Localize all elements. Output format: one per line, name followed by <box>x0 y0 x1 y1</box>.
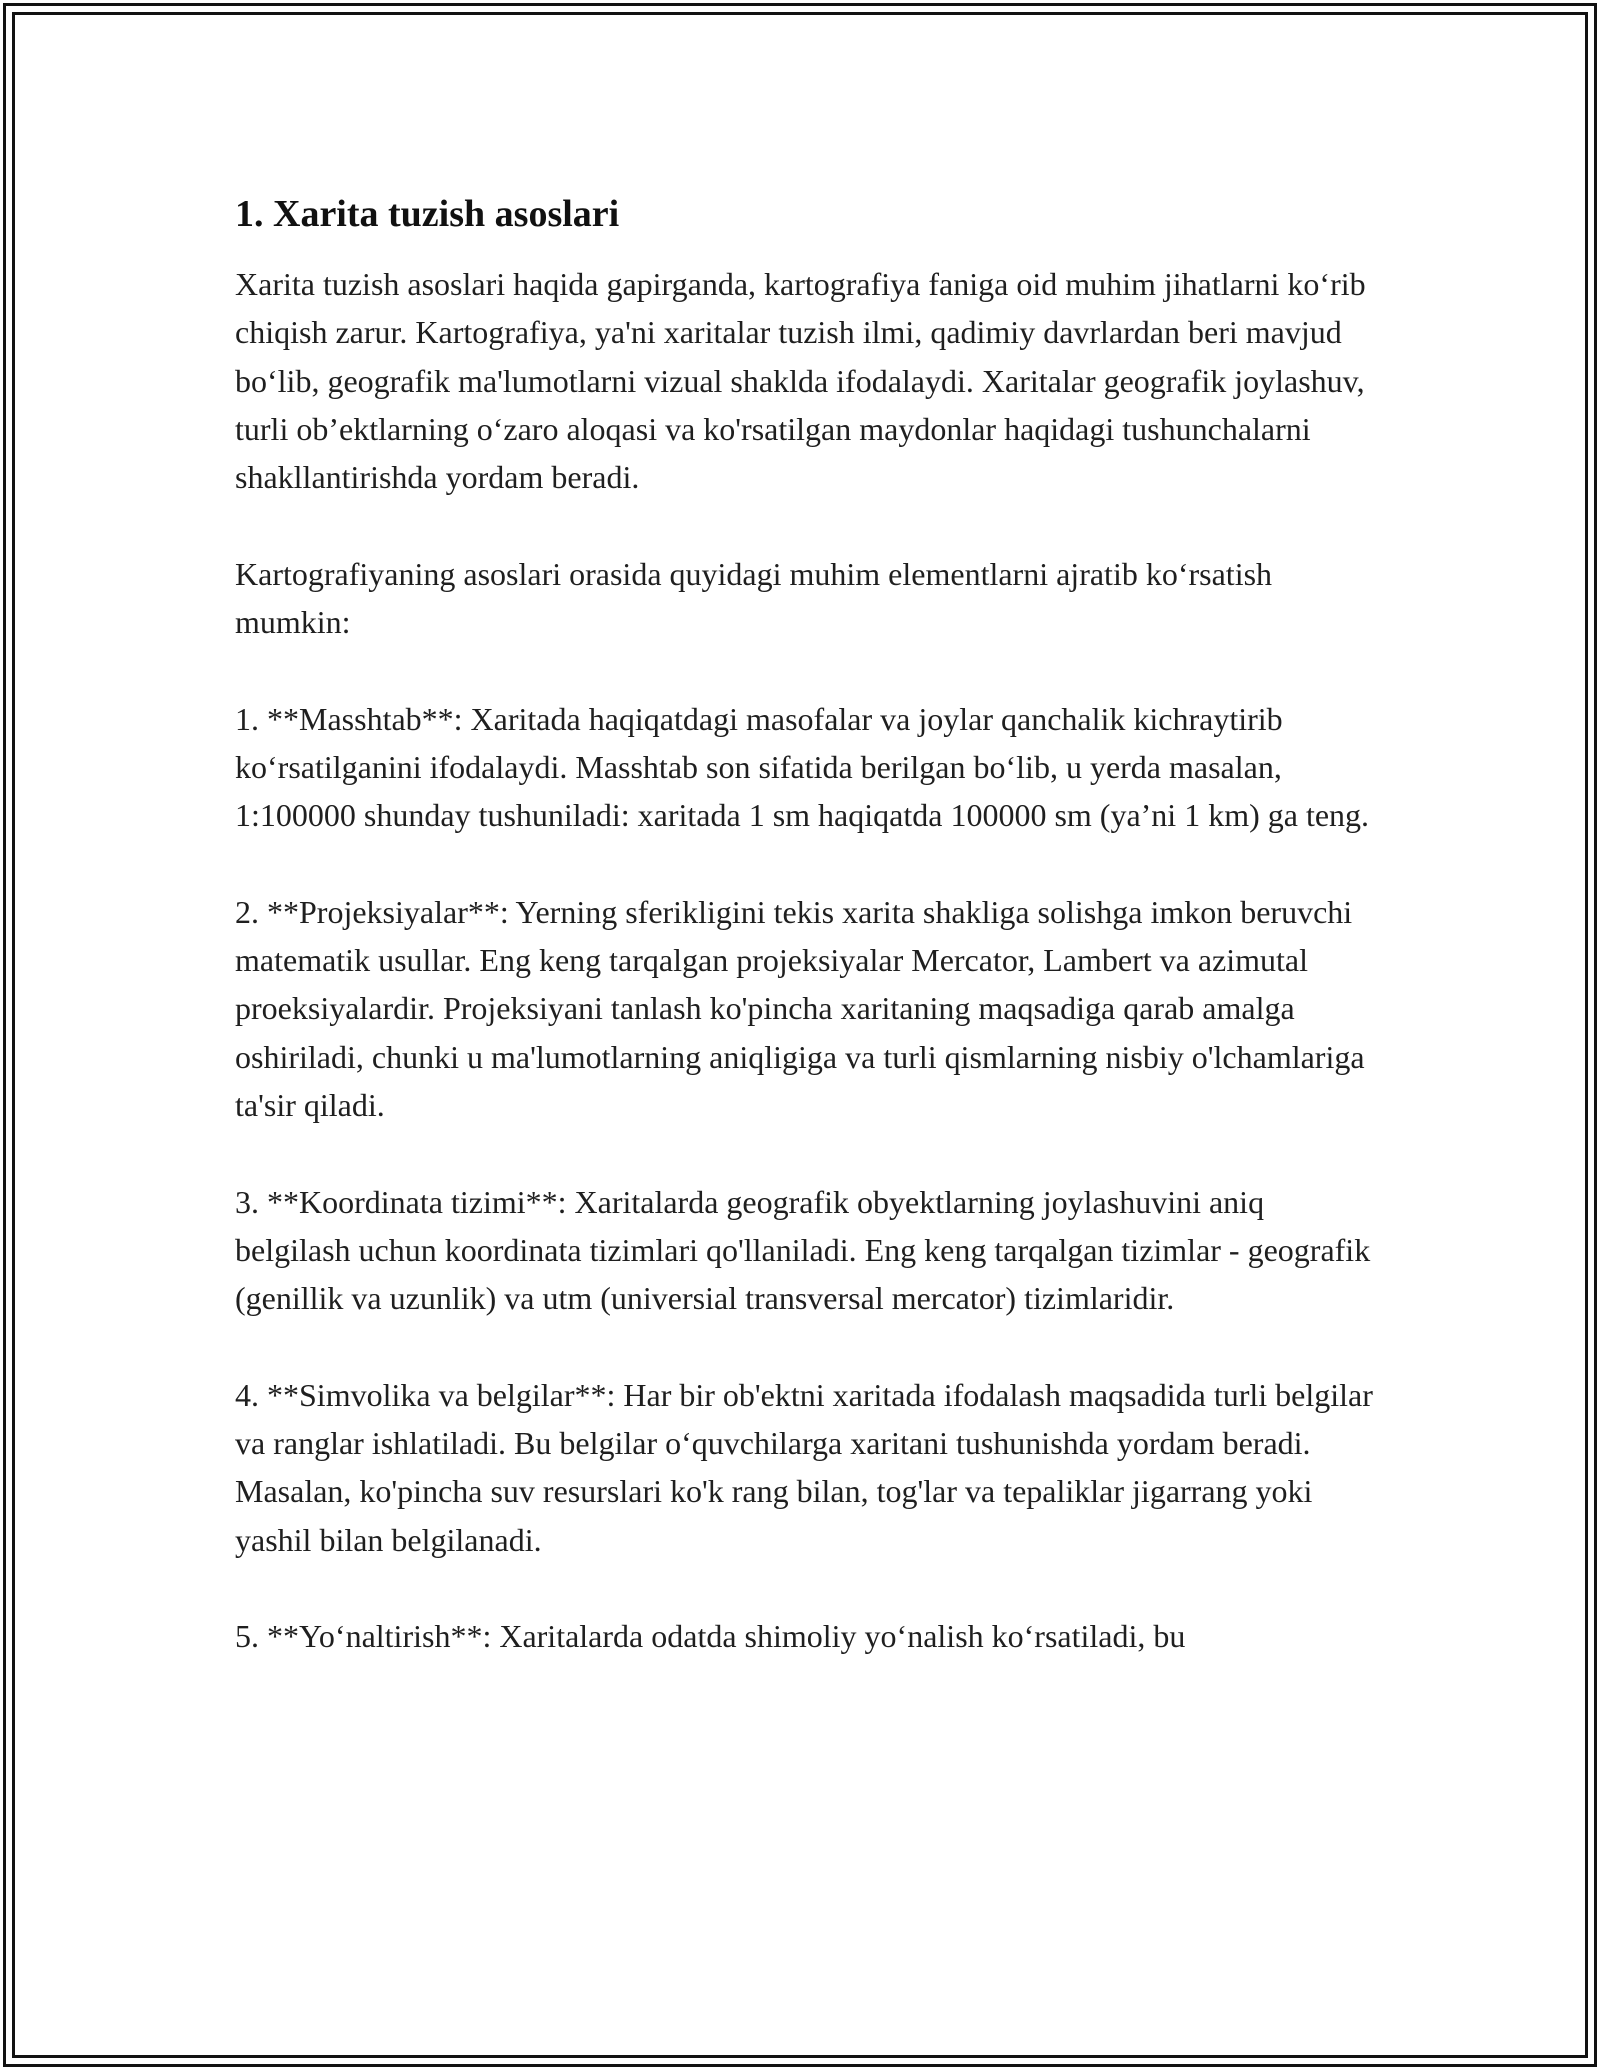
list-item-koordinata-tizimi: 3. **Koordinata tizimi**: Xaritalarda geografik obyektlarning joylashuvini aniq belgilash uchun koordinata tizimlari qo'llaniladi. Eng keng tarqalgan tizimlar - geografik (genillik va uzunlik) va utm (universial transversal mercator) tizimlaridir. <box>235 1183 1371 1317</box>
elements-lead-paragraph: Kartografiyaning asoslari orasida quyidagi muhim elementlarni ajratib ko‘rsatish mumkin: <box>235 555 1273 641</box>
intro-paragraph: Xarita tuzish asoslari haqida gapirganda, kartografiya faniga oid muhim jihatlarni ko‘rib chiqish zarur. Kartografiya, ya'ni xaritalar tuzish ilmi, qadimiy davrlardan beri mavjud bo‘lib, geografik ma'lumotlarni vizual shaklda ifodalaydi. Xaritalar geografik joylashuv, turli ob’ektlarning o‘zaro aloqasi va ko'rsatilgan maydonlar haqidagi tushunchalarni shakllantirishda yordam beradi. <box>235 266 1366 496</box>
list-item-projeksiyalar: 2. **Projeksiyalar**: Yerning sferikligini tekis xarita shakliga solishga imkon beruvchi matematik usullar. Eng keng tarqalgan projeksiyalar Mercator, Lambert va azimutal proeksiyalardir. Projeksiyani tanlash ko'pincha xaritaning maqsadiga qarab amalga oshiriladi, chunki u ma'lumotlarning aniqligiga va turli qismlarning nisbiy o'lchamlariga ta'sir qiladi. <box>235 893 1365 1124</box>
section-heading: 1. Xarita tuzish asoslari <box>235 193 620 235</box>
list-item-simvolika: 4. **Simvolika va belgilar**: Har bir ob'ektni xaritada ifodalash maqsadida turli belgilar va ranglar ishlatiladi. Bu belgilar o‘quvchilarga xaritani tushunishda yordam beradi. Masalan, ko'pincha suv resurslari ko'k rang bilan, tog'lar va tepaliklar jigarrang yoki yashil bilan belgilanadi. <box>235 1376 1373 1558</box>
document-body <box>235 188 1385 1709</box>
list-item-yonaltirish: 5. **Yo‘naltirish**: Xaritalarda odatda shimoliy yo‘nalish ko‘rsatiladi, bu <box>235 1618 1186 1655</box>
list-item-masshtab: 1. **Masshtab**: Xaritada haqiqatdagi masofalar va joylar qanchalik kichraytirib ko‘rsatilganini ifodalaydi. Masshtab son sifatida berilgan bo‘lib, u yerda masalan, 1:100000 shunday tushuniladi: xaritada 1 sm haqiqatda 100000 sm (ya’ni 1 km) ga teng. <box>235 700 1370 834</box>
